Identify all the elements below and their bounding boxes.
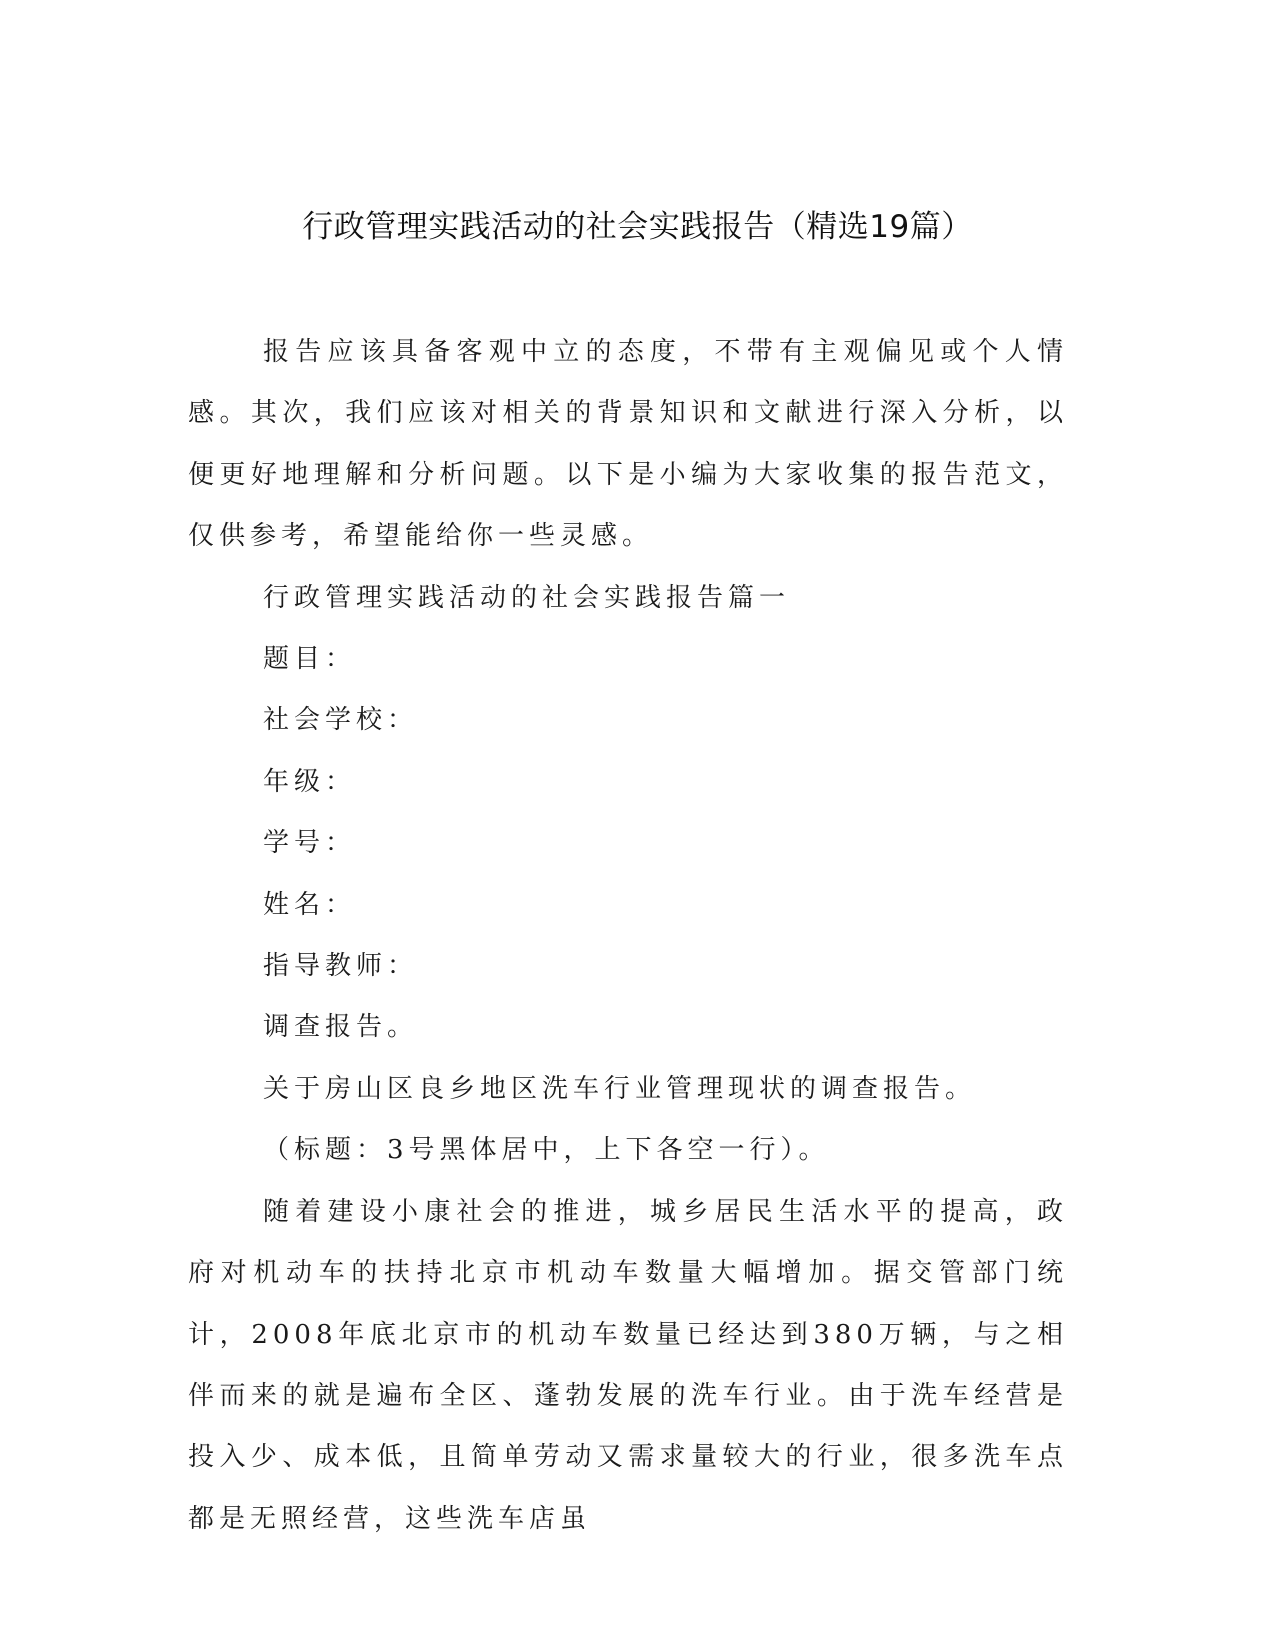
field-name: 姓名： — [263, 889, 357, 920]
section-heading: 行政管理实践活动的社会实践报告篇一 — [263, 582, 791, 613]
format-note: （标题：3号黑体居中，上下各空一行）。 — [263, 1135, 830, 1166]
report-label: 调查报告。 — [263, 1012, 419, 1043]
field-topic: 题目： — [263, 644, 357, 675]
field-school: 社会学校： — [263, 705, 419, 736]
document-body — [188, 322, 1068, 1550]
field-grade: 年级： — [263, 766, 357, 797]
document-title: 行政管理实践活动的社会实践报告（精选19篇） — [302, 209, 973, 245]
body-paragraph: 随着建设小康社会的推进，城乡居民生活水平的提高，政府对机动车的扶持北京市机动车数量大幅增加。据交管部门统计，2008年底北京市的机动车数量已经达到380万辆，与之相伴而来的就是遍布全区、蓬勃发展的洗车行业。由于洗车经营是投入少、成本低，且简单劳动又需求量较大的行业，很多洗车点都是无照经营，这些洗车店虽 — [188, 1196, 1068, 1534]
field-student-id: 学号： — [263, 828, 357, 859]
field-advisor: 指导教师： — [263, 951, 419, 982]
report-title-line: 关于房山区良乡地区洗车行业管理现状的调查报告。 — [263, 1073, 977, 1104]
intro-paragraph: 报告应该具备客观中立的态度，不带有主观偏见或个人情感。其次，我们应该对相关的背景知识和文献进行深入分析，以便更好地理解和分析问题。以下是小编为大家收集的报告范文，仅供参考，希望能给你一些灵感。 — [188, 337, 1068, 552]
